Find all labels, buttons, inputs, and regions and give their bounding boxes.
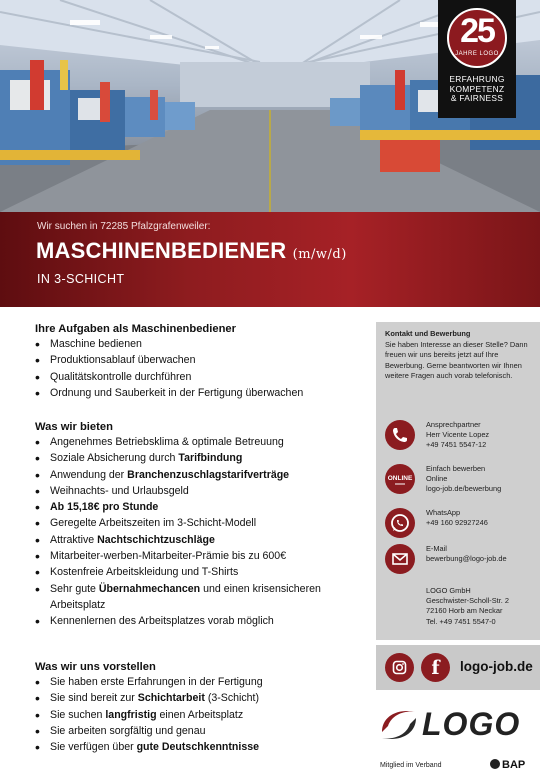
tasks-heading: Ihre Aufgaben als Maschinenbediener: [35, 323, 237, 335]
benefits-heading: Was wir bieten: [35, 421, 113, 433]
list-item-text: Produktionsablauf überwachen: [50, 354, 196, 367]
list-item-text: Qualitätskontrolle durchführen: [50, 370, 192, 383]
membership-note: Mitglied im Verband: [380, 762, 442, 769]
list-item: [35, 369, 303, 385]
list-item-text: einen Arbeitsplatz: [156, 708, 244, 721]
list-item: [35, 707, 263, 723]
list-item: [35, 532, 365, 548]
apply-link[interactable]: logo-job.de/bewerbung: [426, 484, 502, 494]
list-item: [35, 467, 365, 483]
email-link[interactable]: bewerbung@logo-job.de: [426, 554, 507, 564]
list-item: [35, 515, 365, 531]
company-logo: [376, 700, 540, 746]
location-intro: Wir suchen in 72285 Pfalzgrafenweiler:: [37, 221, 211, 232]
list-item-highlight: langfristig: [105, 708, 157, 721]
requirements-section: [35, 660, 263, 755]
facebook-icon[interactable]: f: [421, 653, 450, 682]
phone-icon: [385, 420, 415, 450]
contact-whatsapp-text: [426, 508, 488, 528]
whatsapp-number: +49 160 92927246: [426, 518, 488, 528]
list-item: [35, 548, 365, 564]
list-item: [35, 450, 365, 466]
website-link[interactable]: logo-job.de: [460, 659, 533, 674]
contact-line: Einfach bewerben: [426, 464, 486, 473]
badge-line: & FAIRNESS: [450, 93, 504, 103]
list-item-text: Sie verfügen über: [50, 741, 137, 754]
requirements-heading: Was wir uns vorstellen: [35, 661, 156, 673]
benefits-list: [35, 434, 365, 630]
list-item-text: Anwendung der: [50, 468, 128, 481]
list-item-text: und einen krisensicheren Arbeitsplatz: [50, 582, 321, 611]
contact-sidebar: [376, 322, 540, 640]
list-item-text: Angenehmes Betriebsklima & optimale Betreuung: [50, 436, 284, 448]
address-city: 72160 Horb am Neckar: [426, 606, 503, 616]
contact-intro-text: Sie haben Interesse an dieser Stelle? Dann freuen wir uns bereits jetzt auf Ihre Bewerbung. Gerne beantworten wir Ihnen weitere Fragen auch vorab telefonisch.: [385, 339, 528, 381]
job-title: [36, 238, 347, 264]
address-street: Geschwister-Scholl-Str. 2: [426, 596, 509, 606]
list-item-highlight: gute Deutschkenntnisse: [136, 741, 260, 754]
contact-line: Ansprechpartner: [426, 420, 481, 429]
anniversary-badge: [438, 0, 516, 118]
list-item-text: Geregelte Arbeitszeiten im 3-Schicht-Modell: [50, 517, 257, 530]
badge-line: KOMPETENZ: [449, 83, 505, 94]
instagram-icon[interactable]: [385, 653, 414, 682]
list-item-highlight: Schichtarbeit: [137, 692, 205, 705]
list-item: [35, 613, 365, 629]
list-item-text: Mitarbeiter-werben-Mitarbeiter-Prämie bis zu 600€: [50, 550, 287, 563]
company-address-text: [426, 586, 509, 627]
list-item-text: Sehr gute: [50, 582, 99, 595]
gender-suffix: (m/w/d): [292, 247, 347, 262]
list-item-highlight: Branchenzuschlagstarifverträge: [127, 468, 290, 481]
contact-online-text: [426, 464, 501, 495]
whatsapp-icon: [385, 508, 415, 538]
logo-mark-icon: [376, 702, 422, 748]
list-item-text: Weihnachts- und Urlaubsgeld: [50, 484, 189, 497]
list-item-text: Sie haben erste Erfahrungen in der Fertigung: [50, 676, 263, 688]
logo-wordmark: LOGO: [422, 706, 521, 742]
contact-line: E-Mail: [426, 544, 447, 553]
job-title-text: MASCHINENBEDIENER: [36, 238, 287, 263]
contact-line: Herr Vicente Lopez: [426, 430, 490, 440]
list-item-text: Kostenfreie Arbeitskleidung und T-Shirts: [50, 566, 239, 579]
contact-email-text: [426, 544, 507, 564]
contact-line: Online: [426, 474, 448, 484]
tasks-section: [35, 322, 303, 401]
list-item: [35, 352, 303, 368]
company-name: LOGO GmbH: [426, 586, 471, 595]
list-item: [35, 499, 365, 515]
list-item: [35, 336, 303, 352]
requirements-list: [35, 674, 263, 755]
list-item-text: Attraktive: [50, 533, 98, 546]
list-item: [35, 385, 303, 401]
list-item: [35, 483, 365, 499]
list-item: [35, 434, 365, 450]
benefits-section: [35, 420, 365, 630]
badge-line: ERFAHRUNG: [449, 74, 505, 84]
list-item: [35, 674, 263, 690]
title-band: [0, 212, 540, 307]
association-name: BAP: [502, 759, 526, 771]
list-item: [35, 581, 365, 614]
list-item-text: (3-Schicht): [204, 692, 260, 705]
contact-phone: +49 7451 5547-12: [426, 440, 487, 450]
mail-icon: [385, 544, 415, 574]
contact-intro-title: Kontakt und Bewerbung: [385, 329, 471, 338]
list-item-text: Sie arbeiten sorgfältig und genau: [50, 724, 206, 737]
list-item: [35, 739, 263, 755]
contact-person-text: [426, 420, 489, 451]
association-logo: [490, 759, 525, 771]
badge-number: 25: [460, 12, 494, 50]
list-item-text: Sie suchen: [50, 708, 106, 721]
contact-line: WhatsApp: [426, 508, 461, 517]
list-item: [35, 690, 263, 706]
company-phone: Tel. +49 7451 5547-0: [426, 616, 496, 626]
list-item: [35, 564, 365, 580]
list-item: [35, 723, 263, 739]
tasks-list: [35, 336, 303, 401]
badge-subtitle: JAHRE LOGO: [455, 51, 499, 57]
list-item-text: Soziale Absicherung durch: [50, 452, 179, 465]
list-item-text: Ordnung und Sauberkeit in der Fertigung überwachen: [50, 386, 304, 399]
online-apply-icon: [385, 464, 415, 494]
shift-model: IN 3-SCHICHT: [37, 272, 125, 286]
online-icon-label: ONLINE: [387, 475, 413, 482]
list-item-highlight: Nachtschichtzuschläge: [97, 533, 215, 546]
contact-intro: [385, 329, 535, 382]
list-item-text: Maschine bedienen: [50, 338, 142, 350]
list-item-text: Sie sind bereit zur: [50, 692, 138, 705]
list-item-highlight: Übernahmechancen: [98, 582, 201, 595]
list-item-highlight: Tarifbindung: [178, 452, 243, 465]
list-item-text: Kennenlernen des Arbeitsplatzes vorab möglich: [50, 615, 274, 628]
badge-values: [438, 75, 516, 104]
bap-logo-icon: [490, 759, 500, 769]
social-bar: [376, 645, 540, 690]
list-item-highlight: Ab 15,18€ pro Stunde: [50, 501, 159, 514]
